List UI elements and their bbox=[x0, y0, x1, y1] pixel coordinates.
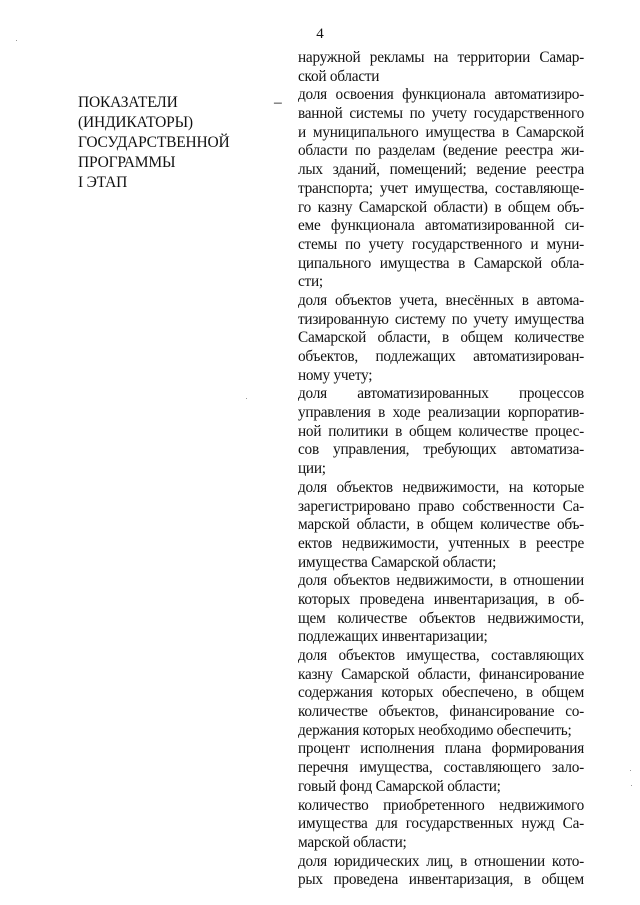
text-line: ной политики в общем количестве процес- bbox=[298, 422, 584, 440]
text-line: которых проведена инвентаризация, в об- bbox=[298, 590, 584, 608]
text-line: го казну Самарской области) в общем объ- bbox=[298, 198, 584, 216]
text-line: лых зданий, помещений; ведение реестра bbox=[298, 161, 584, 179]
text-line: количестве объектов, финансирование со- bbox=[298, 703, 584, 721]
text-line: доля юридических лиц, в отношении кото- bbox=[298, 852, 584, 870]
text-line: процент исполнения плана формирования bbox=[298, 740, 584, 758]
text-line: еме функционала автоматизированной си- bbox=[298, 217, 584, 235]
text-line: ванной системы по учету государственного bbox=[298, 105, 584, 123]
scan-speck bbox=[631, 785, 632, 786]
text-line: щем количестве объектов недвижимости, bbox=[298, 609, 584, 627]
text-line: рых проведена инвентаризация, в общем bbox=[298, 871, 584, 889]
text-line: ции; bbox=[298, 460, 326, 478]
scan-speck bbox=[246, 398, 247, 399]
page-number: 4 bbox=[316, 26, 324, 42]
text-line: тизированную систему по учету имущества bbox=[298, 310, 584, 328]
text-line: ципального имущества в Самарской обла- bbox=[298, 254, 584, 272]
text-line: доля объектов недвижимости, в отношении bbox=[298, 572, 584, 590]
heading-line: ПРОГРАММЫ bbox=[78, 154, 176, 171]
text-line: содержания которых обеспечено, в общем bbox=[298, 684, 584, 702]
text-line: доля автоматизированных процессов bbox=[298, 385, 584, 403]
text-line: доля объектов учета, внесённых в автома- bbox=[298, 291, 584, 309]
heading-line: ПОКАЗАТЕЛИ bbox=[78, 94, 178, 111]
text-line: и муниципального имущества в Самарской bbox=[298, 123, 584, 141]
text-line: сти; bbox=[298, 273, 323, 291]
heading-line: I ЭТАП bbox=[78, 174, 128, 191]
indicators-list bbox=[298, 49, 584, 890]
text-line: говый фонд Самарской области; bbox=[298, 777, 501, 795]
text-line: управления в ходе реализации корпоратив- bbox=[298, 404, 584, 422]
text-line: доля объектов недвижимости, на которые bbox=[298, 478, 584, 496]
text-line: ской области bbox=[298, 67, 380, 85]
text-line: казну Самарской области, финансирование bbox=[298, 665, 584, 683]
text-line: количество приобретенного недвижимого bbox=[298, 796, 584, 814]
text-line: имущества Самарской области; bbox=[298, 553, 497, 571]
text-line: стемы по учету государственного и муни- bbox=[298, 235, 584, 253]
scan-speck bbox=[16, 40, 17, 41]
text-line: перечня имущества, составляющего зало- bbox=[298, 759, 584, 777]
heading-line: ГОСУДАРСТВЕННОЙ bbox=[78, 134, 230, 151]
text-line: ектов недвижимости, учтенных в реестре bbox=[298, 534, 584, 552]
text-line: ному учету; bbox=[298, 366, 373, 384]
text-line: сов управления, требующих автоматиза- bbox=[298, 441, 584, 459]
text-line: подлежащих инвентаризации; bbox=[298, 628, 488, 646]
text-line: марской области, в общем количестве объ- bbox=[298, 516, 584, 534]
text-line: зарегистрировано право собственности Са- bbox=[298, 497, 584, 515]
text-line: марской области; bbox=[298, 833, 407, 851]
text-line: доля освоения функционала автоматизиро- bbox=[298, 86, 584, 104]
text-line: держания которых необходимо обеспечить; bbox=[298, 721, 572, 739]
heading-line: (ИНДИКАТОРЫ) bbox=[78, 114, 193, 131]
text-line: объектов, подлежащих автоматизирован- bbox=[298, 348, 584, 365]
indicators-heading bbox=[78, 93, 229, 193]
text-line: имущества для государственных нужд Са- bbox=[298, 815, 584, 833]
heading-separator-dash: – bbox=[274, 94, 282, 111]
text-line: наружной рекламы на территории Самар- bbox=[298, 49, 584, 66]
text-line: транспорта; учет имущества, составляюще- bbox=[298, 179, 584, 197]
text-line: области по разделам (ведение реестра жи- bbox=[298, 142, 584, 160]
text-line: доля объектов имущества, составляющих bbox=[298, 647, 584, 664]
text-line: Самарской области, в общем количестве bbox=[298, 329, 584, 347]
scan-speck bbox=[630, 770, 631, 771]
